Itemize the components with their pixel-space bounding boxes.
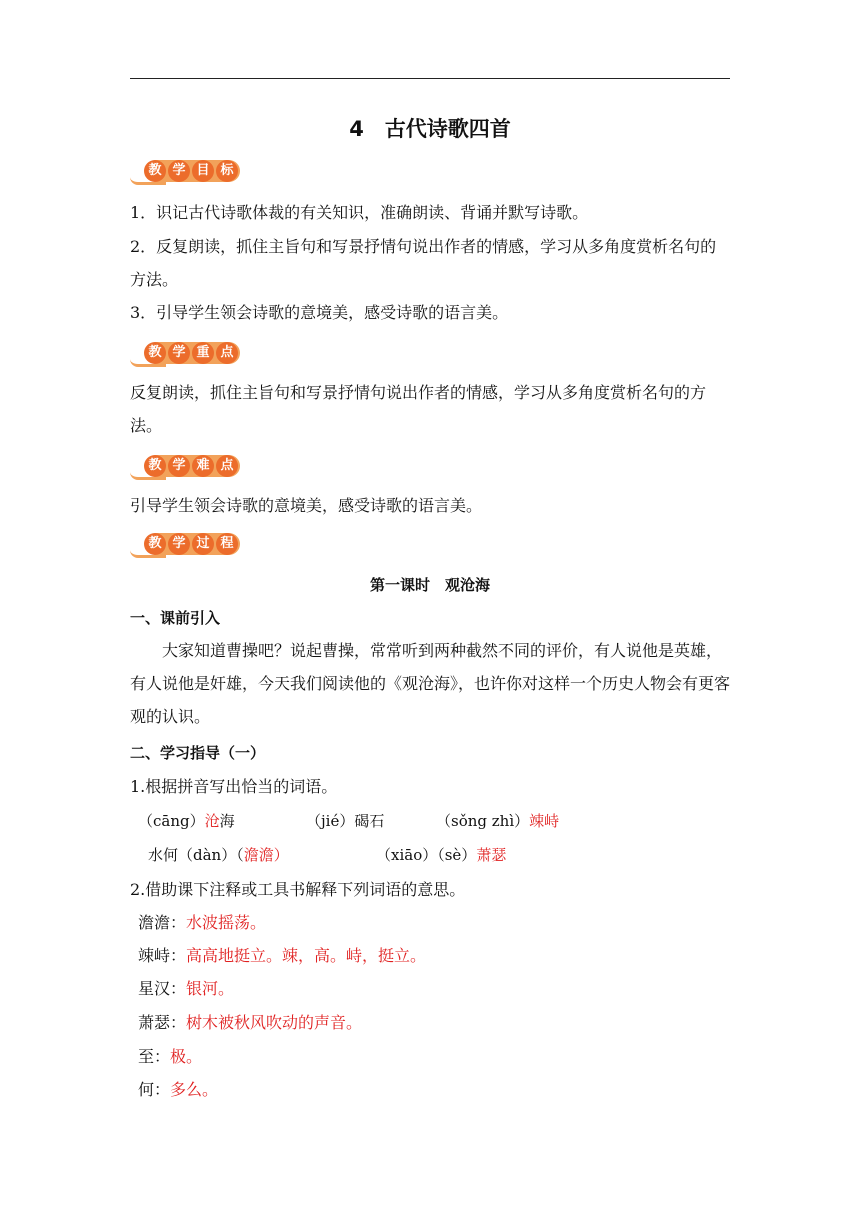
- badge-char: 学: [168, 455, 190, 477]
- definition-text: 银河。: [186, 979, 235, 998]
- definition-item: [138, 1040, 738, 1073]
- definition-text: 水波摇荡。: [186, 913, 267, 932]
- goal-3: 3．引导学生领会诗歌的意境美，感受诗歌的语言美。: [130, 303, 509, 322]
- badge-char: 教: [144, 455, 166, 477]
- definition-term: 萧瑟：: [138, 1013, 187, 1032]
- definition-term: 澹澹：: [138, 913, 187, 932]
- page-title: 4 古代诗歌四首: [349, 117, 511, 141]
- task-2: 2.借助课下注释或工具书解释下列词语的意思。: [130, 880, 466, 899]
- definition-item: [138, 1073, 738, 1106]
- hard-point-text: 引导学生领会诗歌的意境美，感受诗歌的语言美。: [130, 496, 483, 515]
- badge-teaching-goals: [130, 155, 242, 185]
- bracket-text: ）: [273, 846, 289, 864]
- badge-char: 学: [168, 342, 190, 364]
- badge-char: 学: [168, 160, 190, 182]
- answer-text: 萧瑟: [476, 846, 507, 864]
- badge-char: 过: [192, 533, 214, 555]
- definition-item: [138, 972, 738, 1005]
- badge-char: 学: [168, 533, 190, 555]
- section-heading-guide: 二、学习指导（一）: [130, 744, 266, 762]
- badge-char: 点: [216, 455, 238, 477]
- definition-text: 高高地挺立。竦，高。峙，挺立。: [186, 946, 427, 965]
- definition-text: 多么。: [170, 1080, 219, 1099]
- badge-char: 点: [216, 342, 238, 364]
- badge-char: 教: [144, 533, 166, 555]
- definition-text: 极。: [170, 1047, 203, 1066]
- section-heading-intro: 一、课前引入: [130, 609, 221, 627]
- word-text: 海: [219, 812, 235, 830]
- pinyin-text: （sǒng zhì）: [436, 812, 530, 830]
- definition-term: 何：: [138, 1080, 171, 1099]
- definition-item: [138, 939, 738, 972]
- definition-term: 竦峙：: [138, 946, 187, 965]
- badge-char: 标: [216, 160, 238, 182]
- definition-term: 至：: [138, 1047, 171, 1066]
- key-point-text: 反复朗读，抓住主旨句和写景抒情句说出作者的情感，学习从多角度赏析名句的方法。: [130, 383, 707, 435]
- pinyin-text: （xiāo）（sè）: [376, 846, 477, 864]
- definition-item: [138, 1006, 738, 1039]
- badge-char: 教: [144, 342, 166, 364]
- pinyin-item: [148, 844, 289, 865]
- answer-text: 澹澹: [243, 846, 274, 864]
- task-1: 1.根据拼音写出恰当的词语。: [130, 777, 338, 796]
- badge-char: 难: [192, 455, 214, 477]
- badge-teaching-process: [130, 528, 242, 558]
- badge-char: 目: [192, 160, 214, 182]
- pinyin-item: [436, 810, 559, 831]
- intro-paragraph: 大家知道曹操吧？说起曹操，常常听到两种截然不同的评价，有人说他是英雄，有人说他是奸雄，今天我们阅读他的《观沧海》，也许你对这样一个历史人物会有更客观的认识。: [130, 641, 731, 726]
- pinyin-item: [376, 844, 506, 865]
- badge-char: 重: [192, 342, 214, 364]
- definition-item: [138, 906, 738, 939]
- goal-2: 2．反复朗读，抓住主旨句和写景抒情句说出作者的情感，学习从多角度赏析名句的方法。: [130, 237, 717, 289]
- definition-term: 星汉：: [138, 979, 187, 998]
- definition-text: 树木被秋风吹动的声音。: [186, 1013, 363, 1032]
- pinyin-item: [306, 810, 384, 831]
- pinyin-text: （jié）: [306, 812, 355, 830]
- header-rule: [130, 78, 730, 79]
- badge-char: 程: [216, 533, 238, 555]
- lesson-title: 第一课时 观沧海: [369, 576, 490, 594]
- badge-char: 教: [144, 160, 166, 182]
- pinyin-text: 水何（dàn）（: [148, 846, 244, 864]
- word-text: 碣石: [354, 812, 385, 830]
- pinyin-text: （cāng）: [138, 812, 205, 830]
- pinyin-item: [138, 810, 235, 831]
- goal-1: 1．识记古代诗歌体裁的有关知识，准确朗读、背诵并默写诗歌。: [130, 203, 589, 222]
- badge-teaching-key: [130, 337, 242, 367]
- badge-teaching-difficulty: [130, 450, 242, 480]
- answer-text: 沧: [204, 812, 220, 830]
- answer-text: 竦峙: [529, 812, 560, 830]
